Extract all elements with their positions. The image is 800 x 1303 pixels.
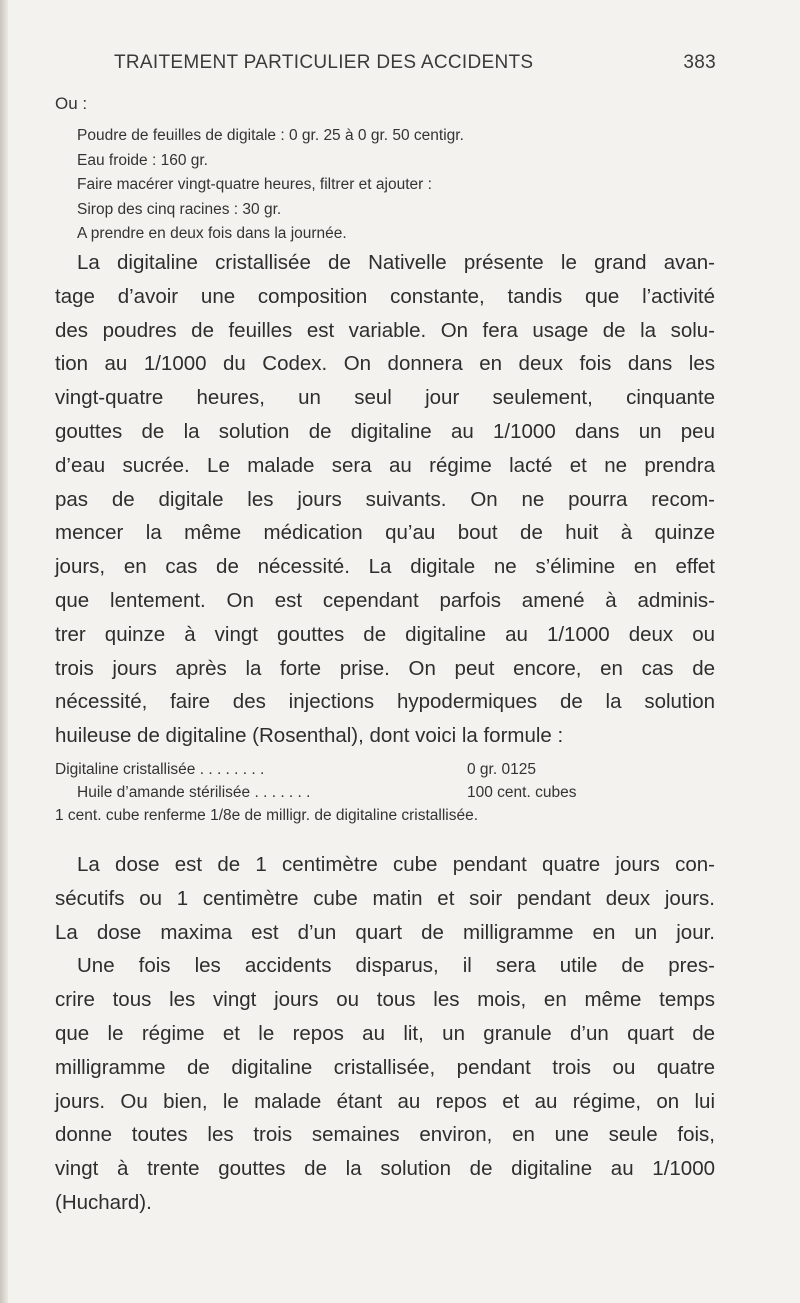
paragraph-line: La digitaline cristallisée de Nativelle présente le grand avan- [77,251,715,274]
recipe-line: Sirop des cinq racines : 30 gr. [77,200,282,218]
recipe-line: Poudre de feuilles de digitale : 0 gr. 25 à 0 gr. 50 centigr. [77,127,464,144]
paragraph-line: trer quinze à vingt gouttes de digitaline au 1/1000 deux ou [55,622,715,646]
formula-ingredient: Huile d’amande stérilisée . . . . . . . [77,784,311,801]
paragraph-line: La dose est de 1 centimètre cube pendant quatre jours con- [77,853,715,876]
paragraph-line: gouttes de la solution de digitaline au 1/1000 dans un peu [55,419,715,443]
paragraph-line: nécessité, faire des injections hypodermiques de la solution [55,690,715,714]
running-title: TRAITEMENT PARTICULIER DES ACCIDENTS [114,52,534,73]
paragraph-line: d’eau sucrée. Le malade sera au régime lacté et ne prendra [55,453,715,477]
paragraph-line: que lentement. On est cependant parfois amené à adminis- [55,588,715,612]
page-number: 383 [683,52,716,73]
paragraph-line: des poudres de feuilles est variable. On fera usage de la solu- [55,318,715,342]
paragraph-line: mencer la même médication qu’au bout de huit à quinze [55,521,715,545]
recipe-line: Faire macérer vingt-quatre heures, filtrer et ajouter : [77,176,432,193]
recipe-line: Eau froide : 160 gr. [77,151,208,169]
paragraph-line: sécutifs ou 1 centimètre cube matin et soir pendant deux jours. [55,886,715,910]
formula-row [55,781,715,804]
paragraph-digitaline [55,246,715,753]
paragraph-line: tion au 1/1000 du Codex. On donnera en deux fois dans les [55,352,715,376]
paragraph-line: vingt-quatre heures, un seul jour seulement, cinquante [55,386,715,410]
formula-ingredient: Digitaline cristallisée . . . . . . . . [55,761,265,778]
formula-quantity: 0 gr. 0125 [467,761,536,778]
paragraph-line: crire tous les vingt jours ou tous les mois, en même temps [55,988,715,1012]
paragraph-line: vingt à trente gouttes de la solution de digitaline au 1/1000 [55,1157,715,1181]
paragraph-line: huileuse de digitaline (Rosenthal), dont voici la formule : [55,724,564,748]
paragraph-line: La dose maxima est d’un quart de milligramme en un jour. [55,920,715,944]
paragraph-line: pas de digitale les jours suivants. On ne pourra recom- [55,487,715,511]
paragraph-line: que le régime et le repos au lit, un granule d’un quart de [55,1021,715,1045]
paragraph-line: (Huchard). [55,1190,152,1214]
page-gutter-shadow [0,0,8,1303]
intro-text: Ou : [55,94,88,113]
formula-row [55,758,715,781]
paragraph-line: jours, en cas de nécessité. La digitale ne s’élimine en effet [55,555,715,579]
paragraph-line: trois jours après la forte prise. On peut encore, en cas de [55,656,715,680]
paragraph-line: donne toutes les trois semaines environ, en une seule fois, [55,1123,715,1147]
formula-note: 1 cent. cube renferme 1/8e de milligr. de digitaline cristallisée. [55,807,479,824]
paragraph-line: tage d’avoir une composition constante, tandis que l’activité [55,284,715,308]
recipe-block [55,124,715,247]
paragraph-line: Une fois les accidents disparus, il sera utile de pres- [77,954,715,978]
formula-block [55,758,715,827]
paragraph-dosage [55,848,715,1220]
paragraph-line: milligramme de digitaline cristallisée, pendant trois ou quatre [55,1055,715,1079]
recipe-line: A prendre en deux fois dans la journée. [77,225,347,242]
paragraph-line: jours. Ou bien, le malade étant au repos et au régime, on lui [55,1089,715,1113]
formula-quantity: 100 cent. cubes [467,784,577,801]
